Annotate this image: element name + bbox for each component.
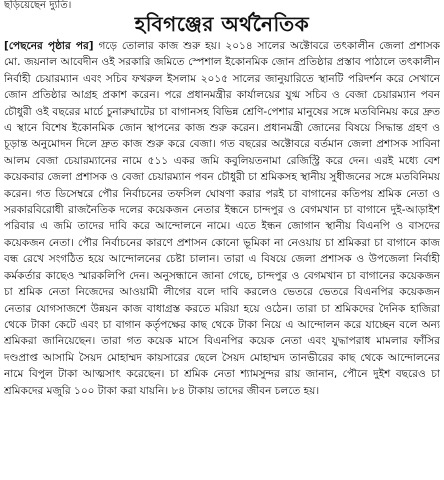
continuation-marker: [পেছনের পৃষ্ঠার পর] (4, 40, 94, 52)
previous-column-fragment: ছড়িয়েছেন দ্যুতি। (4, 0, 72, 11)
article-body-text: গড়ে তোলার কাজ শুরু হয়। ২০১৪ সালের অক্টোবরে তৎকালীন জেলা প্রশাসক মো. জয়নাল আবেদীন ওই সরকারি জমিতে স্পেশাল ইকোনমিক জোন প্রতিষ্ঠার প্রস্তাব পাঠালে তৎকালীন নির্বাহী চেয়ারম্যান এবং সচিব ফখরুল ইসলাম ২০১৫ সালের জানুয়ারিতে স্থানটি পরিদর্শন করে সেখানে জোন প্রতিষ্ঠার আগ্রহ প্রকাশ করেন। পরে প্রধানমন্ত্রীর কার্যালয়ের যুগ্ম সচিব ও বেজা চেয়ারম্যান পবন চৌধুরী ওই বছরের মার্চে চুনারুঘাটের চা বাগানসহ বিভিন্ন শ্রেণি-পেশার মানুষের সঙ্গে মতবিনিময় করে দ্রুত এ স্থানে বিশেষ ইকোনমিক জোন স্থাপনের কাজ শুরু করেন। প্রধানমন্ত্রী জোনের বিষয়ে সিদ্ধান্ত গ্রহণ ও চূড়ান্ত অনুমোদন দিলে দ্রুত কাজ শুরু করে বেজা। গত বছরের অক্টোবরে বর্তমান জেলা প্রশাসক সাবিনা আলম বেজা চেয়ারম্যানের নামে ৫১১ একর জমি কবুলিয়তনামা রেজিস্ট্রি করে দেন। এরই মধ্যে বেশ কয়েকবার জেলা প্রশাসক ও বেজা চেয়ারম্যান পবন চৌধুরী চা শ্রমিকসহ স্থানীয় সুধীজনের সঙ্গে মতবিনিময় করেন। গত ডিসেম্বরে পৌর নির্বাচনের তফসিল ঘোষণা করার পরই চা বাগানের কতিপয় শ্রমিক নেতা ও সরকারবিরোধী রাজনৈতিক দলের কয়েকজন নেতার ইন্ধনে চান্দপুর ও বেগমখান চা বাগানে দুই-আড়াইশ পরিবার এ জমি তাদের দাবি করে আন্দোলনে নামে। এতে ইন্ধন জোগান স্থানীয় বিএনপি ও বাসদের কয়েকজন নেতা। পৌর নির্বাচনের কারণে প্রশাসন কোনো ভূমিকা না নেওয়ায় চা শ্রমিকরা চা বাগানে কাজ বন্ধ রেখে সংগঠিত হয়ে আন্দোলনের চেষ্টা চালান। তারা এ বিষয়ে জেলা প্রশাসক ও উপজেলা নির্বাহী কর্মকর্তার কাছেও স্মারকলিপি দেন। অনুসন্ধানে জানা গেছে, চান্দপুর ও বেগমখান চা বাগানের কয়েকজন চা শ্রমিক নেতা নিজেদের আওয়ামী লীগের বলে দাবি করলেও ভেতরে ভেতরে বিএনপির কয়েকজন নেতার যোগসাজশে উন্নয়ন কাজ বাধাগ্রস্ত করতে মরিয়া হয়ে ওঠেন। তারা চা শ্রমিকদের দৈনিক হাজিরা থেকে টাকা কেটে এবং চা বাগান কর্তৃপক্ষের কাছ থেকে টাকা নিয়ে এ আন্দোলন করে যাচ্ছেন বলে অন্য শ্রমিকরা জানিয়েছেন। তারা গত কয়েক মাসে বিএনপির কয়েক নেতা এবং যুদ্ধাপরাধ মামলার ফাঁসির দণ্ডপ্রাপ্ত আসামি সৈয়দ মোহাম্মদ কায়সারের ছেলে সৈয়দ মোহাম্মদ তানভীরের কাছ থেকে আন্দোলনের নামে বিপুল টাকা আত্মসাৎ করেছেন। চা শ্রমিক নেতা শ্যামসুন্দর রায় জানান, পৌনে দুইশ বছরেও চা শ্রমিকদের মজুরি ১০০ টাকা করা যায়নি। ৮৪ টাকায় তাদের জীবন চলতে হয়। (4, 40, 440, 397)
article-body (4, 38, 440, 476)
article-headline: হবিগঞ্জের অর্থনৈতিক (134, 12, 310, 36)
